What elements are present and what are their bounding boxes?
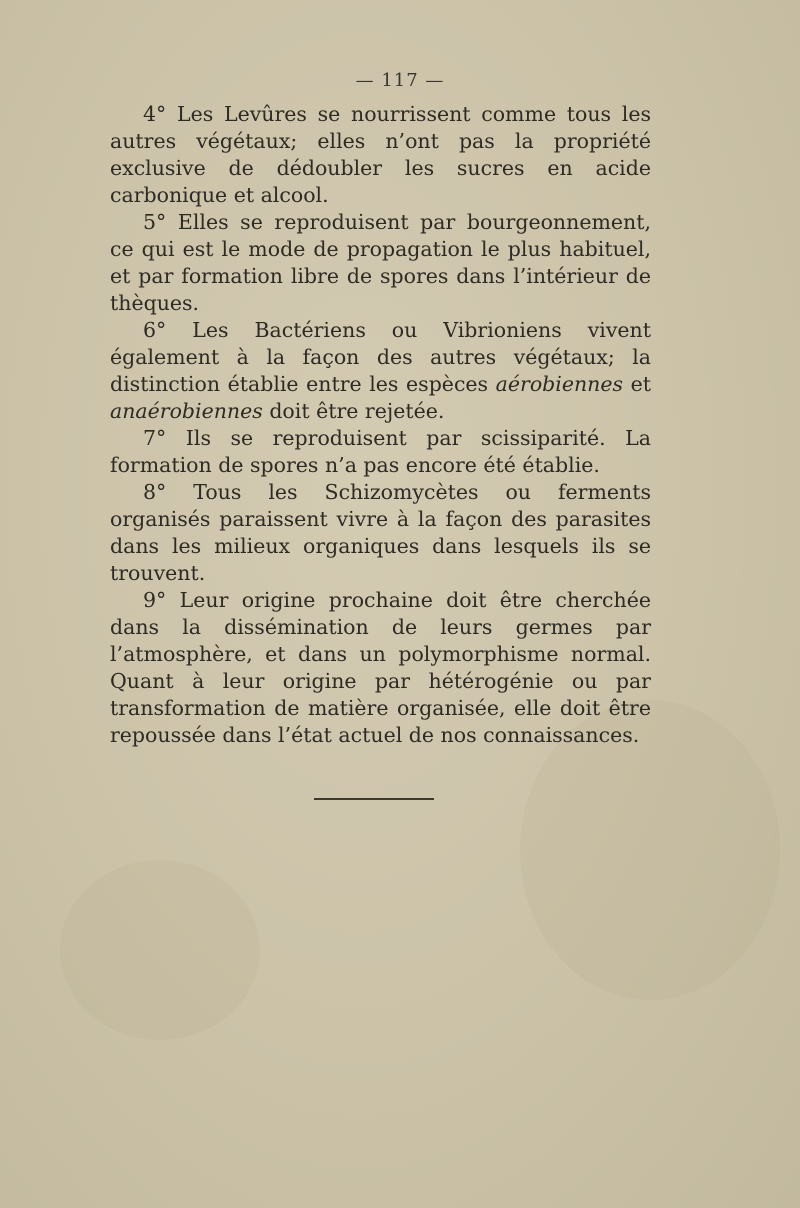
paper-stain	[60, 860, 260, 1040]
paragraph-5: 5° Elles se reproduisent par bourgeonnement, ce qui est le mode de propagation le plus habituel, et par formation libre de spores dans l’intérieur de thèques.	[110, 210, 651, 315]
paragraph-8: 8° Tous les Schizomycètes ou ferments organisés paraissent vivre à la façon des parasites dans les milieux organiques dans lesquels ils se trouvent.	[110, 480, 651, 585]
paragraph-6	[110, 317, 651, 425]
end-rule	[314, 798, 434, 800]
paragraph-6-text-middle: et	[623, 372, 652, 396]
paragraph-7: 7° Ils se reproduisent par scissiparité. La formation de spores n’a pas encore été établie.	[110, 426, 651, 477]
italic-term-aerobiennes: aérobiennes	[495, 372, 624, 396]
paragraph-4: 4° Les Levûres se nourrissent comme tous les autres végétaux; elles n’ont pas la propriété exclusive de dédoubler les sucres en acide carbonique et alcool.	[110, 102, 651, 207]
paragraph-9: 9° Leur origine prochaine doit être cherchée dans la dissémination de leurs germes par l’atmosphère, et dans un polymorphisme normal. Quant à leur origine par hétérogénie ou par transformation de matière organisée, elle doit être repoussée dans l’état actuel de nos connaissances.	[110, 588, 651, 747]
italic-term-anaerobiennes: anaérobiennes	[110, 399, 263, 423]
paragraph-6-text-start: 6° Les Bactériens ou Vibrioniens vivent également à la façon des autres végétaux; la distinction établie entre les espèces	[110, 318, 651, 396]
page-number: — 117 —	[355, 70, 445, 91]
paragraph-6-text-end: doit être rejetée.	[262, 399, 445, 423]
body-text	[110, 101, 651, 749]
